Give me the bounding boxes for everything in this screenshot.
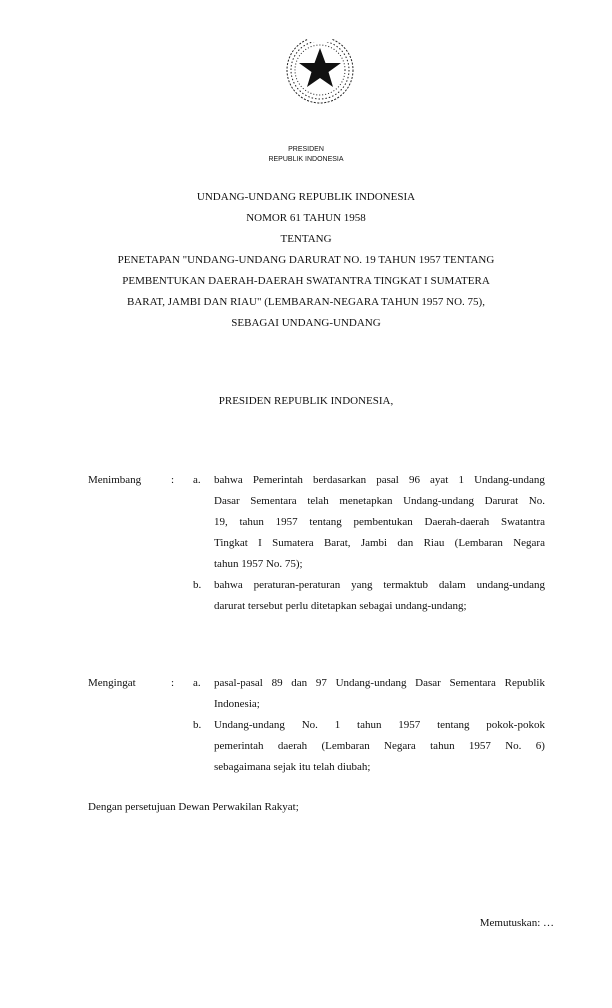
word: Daerah-daerah xyxy=(424,516,490,528)
word: Riau xyxy=(423,537,445,549)
word: tentang xyxy=(437,719,470,731)
word: Sumatera xyxy=(272,537,314,549)
word: berdasarkan xyxy=(313,474,367,486)
word: dan xyxy=(397,537,414,549)
title-line: PENETAPAN "UNDANG-UNDANG DARURAT NO. 19 TAHUN 1957 TENTANG xyxy=(117,254,495,266)
text-line xyxy=(214,491,545,512)
text-line xyxy=(214,533,545,554)
colon: : xyxy=(171,677,175,689)
word: pembentukan xyxy=(353,516,413,528)
word: pemerintah xyxy=(214,740,264,752)
word: 1 xyxy=(334,719,341,731)
text-line: Indonesia; xyxy=(214,698,260,710)
title-line: TENTANG xyxy=(280,233,332,245)
mengingat-item-a xyxy=(214,673,545,715)
text-line xyxy=(214,512,545,533)
word: 1 xyxy=(458,474,464,486)
word: Republik xyxy=(504,677,545,689)
word: termaktub xyxy=(383,579,428,591)
word: dalam xyxy=(438,579,466,591)
title-line: PEMBENTUKAN DAERAH-DAERAH SWATANTRA TINGKAT I SUMATERA xyxy=(122,275,490,287)
garuda-star-emblem-icon xyxy=(280,28,360,108)
item-letter: a. xyxy=(193,677,201,689)
word: Pemerintah xyxy=(252,474,303,486)
mengingat-item-b xyxy=(214,715,545,778)
word: Undang-undang xyxy=(474,474,545,486)
word: bahwa xyxy=(214,579,243,591)
memutuskan-continuation: Memutuskan: … xyxy=(479,917,554,929)
word: Undang-undang xyxy=(214,719,285,731)
word: dan xyxy=(291,677,308,689)
item-letter: b. xyxy=(193,719,202,731)
president-heading: PRESIDEN REPUBLIK INDONESIA, xyxy=(218,395,394,407)
word: 19, xyxy=(214,516,228,528)
word: Jambi xyxy=(360,537,388,549)
word: 89 xyxy=(271,677,283,689)
word: Tingkat xyxy=(214,537,248,549)
title-line: BARAT, JAMBI DAN RIAU" (LEMBARAN-NEGARA TAHUN 1957 NO. 75), xyxy=(127,296,485,308)
text-line xyxy=(214,715,545,736)
word: I xyxy=(258,537,262,549)
word: 1957 xyxy=(468,740,491,752)
word: 6) xyxy=(535,740,545,752)
word: 96 xyxy=(408,474,420,486)
word: Undang-undang xyxy=(403,495,474,507)
menimbang-item-a xyxy=(214,470,545,575)
word: peraturan-peraturan xyxy=(253,579,341,591)
word: (Lembaran xyxy=(454,537,503,549)
word: tahun xyxy=(239,516,264,528)
word: tahun xyxy=(430,740,455,752)
word: yang xyxy=(351,579,373,591)
word: Swatantra xyxy=(501,516,545,528)
title-line: SEBAGAI UNDANG-UNDANG xyxy=(231,317,381,329)
word: Negara xyxy=(384,740,416,752)
word: ayat xyxy=(430,474,449,486)
word: Negara xyxy=(513,537,545,549)
word: telah xyxy=(307,495,329,507)
text-line xyxy=(214,575,545,596)
word: Sementara xyxy=(250,495,297,507)
word: daerah xyxy=(277,740,308,752)
word: undang-undang xyxy=(476,579,545,591)
word: No. xyxy=(528,495,545,507)
word: pasal xyxy=(376,474,399,486)
colon: : xyxy=(171,474,175,486)
text-line: tahun 1957 No. 75); xyxy=(214,558,303,570)
word: pasal-pasal xyxy=(214,677,263,689)
word: (Lembaran xyxy=(321,740,370,752)
word: No. xyxy=(301,719,318,731)
word: tentang xyxy=(309,516,342,528)
document-title xyxy=(0,187,612,334)
word: Barat, xyxy=(323,537,351,549)
text-line: sebagaimana sejak itu telah diubah; xyxy=(214,761,371,773)
menimbang-item-b xyxy=(214,575,545,617)
menimbang-label: Menimbang xyxy=(88,474,142,486)
emblem-caption-presiden: PRESIDEN xyxy=(288,146,324,153)
word: pokok-pokok xyxy=(486,719,545,731)
emblem-caption-republik: REPUBLIK INDONESIA xyxy=(268,156,344,163)
word: Sementara xyxy=(449,677,496,689)
word: tahun xyxy=(357,719,382,731)
title-line: UNDANG-UNDANG REPUBLIK INDONESIA xyxy=(196,191,416,203)
word: 1957 xyxy=(398,719,421,731)
word: Dasar xyxy=(415,677,441,689)
word: Dasar xyxy=(214,495,240,507)
text-line: darurat tersebut perlu ditetapkan sebagai undang-undang; xyxy=(214,600,467,612)
item-letter: a. xyxy=(193,474,201,486)
persetujuan-text: Dengan persetujuan Dewan Perwakilan Rakyat; xyxy=(88,801,299,813)
text-line xyxy=(214,736,545,757)
title-line: NOMOR 61 TAHUN 1958 xyxy=(246,212,366,224)
word: 97 xyxy=(315,677,327,689)
mengingat-label: Mengingat xyxy=(88,677,136,689)
word: No. xyxy=(505,740,522,752)
word: Darurat xyxy=(484,495,519,507)
word: menetapkan xyxy=(339,495,393,507)
word: 1957 xyxy=(275,516,298,528)
text-line xyxy=(214,673,545,694)
word: bahwa xyxy=(214,474,243,486)
word: Undang-undang xyxy=(335,677,407,689)
text-line xyxy=(214,470,545,491)
item-letter: b. xyxy=(193,579,202,591)
